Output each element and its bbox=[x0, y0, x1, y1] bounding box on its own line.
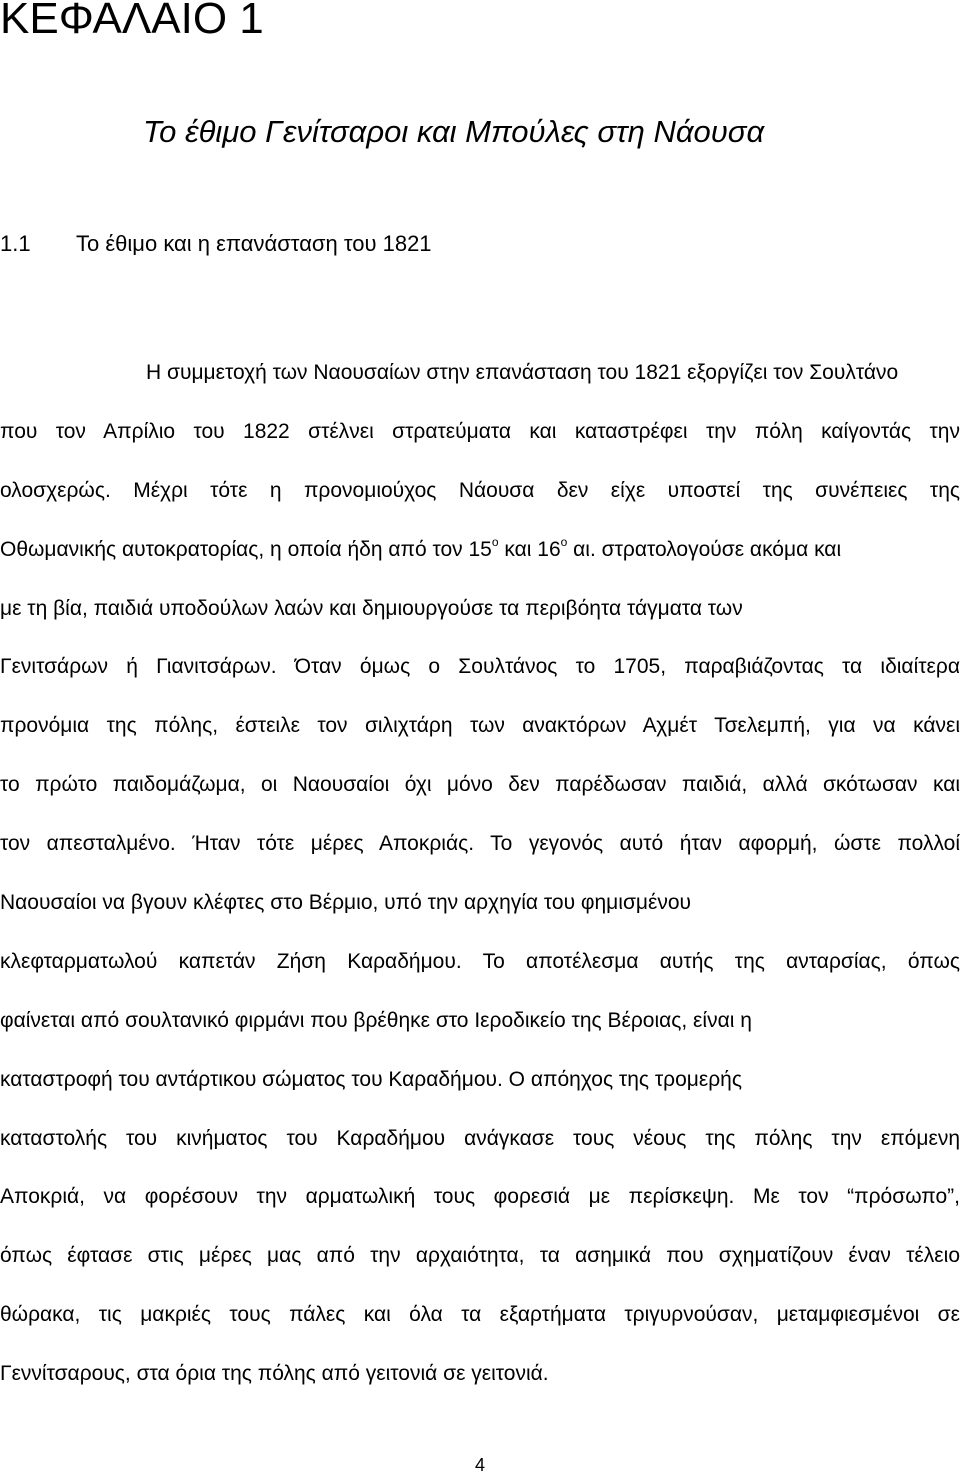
section-number: 1.1 bbox=[0, 231, 31, 256]
body-line: τον απεσταλμένο. Ήταν τότε μέρες Αποκριάς. Το γεγονός αυτό ήταν αφορμή, ώστε πολλοί bbox=[0, 832, 960, 856]
body-line: θώρακα, τις μακριές τους πάλες και όλα τα εξαρτήματα τριγυρνούσαν, μεταμφιεσμένοι σε bbox=[0, 1303, 960, 1327]
body-line: Αποκριά, να φορέσουν την αρματωλική τους φορεσιά με περίσκεψη. Με τον “πρόσωπο”, bbox=[0, 1185, 960, 1209]
page-number: 4 bbox=[474, 1455, 485, 1475]
body-line-part: Οθωμανικής αυτοκρατορίας, η οποία ήδη από τον 15 bbox=[0, 537, 492, 561]
body-line-part: και 16 bbox=[498, 537, 561, 561]
body-line: ολοσχερώς. Μέχρι τότε η προνομιούχος Νάουσα δεν είχε υποστεί της συνέπειες της bbox=[0, 478, 960, 502]
body-line: κλεφταρματωλού καπετάν Ζήση Καραδήμου. Το αποτέλεσμα αυτής της ανταρσίας, όπως bbox=[0, 949, 960, 973]
chapter-heading: ΚΕΦΑΛΑΙΟ 1 bbox=[0, 0, 264, 43]
body-line: φαίνεται από σουλτανικό φιρμάνι που βρέθηκε στο Ιεροδικείο της Βέροιας, είναι η bbox=[0, 1008, 752, 1032]
body-line: όπως έφτασε στις μέρες μας από την αρχαιότητα, τα ασημικά που σχηματίζουν έναν τέλειο bbox=[0, 1244, 960, 1268]
chapter-title: Το έθιμο Γενίτσαροι και Μπούλες στη Νάουσα bbox=[143, 114, 765, 149]
body-line: Γενιτσάρων ή Γιανιτσάρων. Όταν όμως ο Σουλτάνος το 1705, παραβιάζοντας τα ιδιαίτερα bbox=[0, 655, 960, 679]
body-line: το πρώτο παιδομάζωμα, οι Ναουσαίοι όχι μόνο δεν παρέδωσαν παιδιά, αλλά σκότωσαν και bbox=[0, 773, 960, 797]
section-title: Το έθιμο και η επανάσταση του 1821 bbox=[76, 231, 432, 256]
body-line-part: αι. στρατολογούσε ακόμα και bbox=[567, 537, 842, 561]
section-heading bbox=[0, 227, 432, 261]
body-line: Η συμμετοχή των Ναουσαίων στην επανάσταση του 1821 εξοργίζει τον Σουλτάνο bbox=[146, 361, 899, 384]
body-line: προνόμια της πόλης, έστειλε τον σιλιχτάρη των ανακτόρων Αχμέτ Τσελεμπή, για να κάνει bbox=[0, 714, 960, 738]
body-line bbox=[0, 521, 960, 580]
ordinal-superscript: ο bbox=[560, 534, 568, 549]
body-paragraph bbox=[0, 344, 960, 1404]
body-line: Ναουσαίοι να βγουν κλέφτες στο Βέρμιο, υπό την αρχηγία του φημισμένου bbox=[0, 891, 692, 915]
body-line: καταστολής του κινήματος του Καραδήμου ανάγκασε τους νέους της πόλης την επόμενη bbox=[0, 1126, 960, 1150]
ordinal-superscript: ο bbox=[491, 534, 499, 549]
body-line: με τη βία, παιδιά υποδούλων λαών και δημιουργούσε τα περιβόητα τάγματα των bbox=[0, 596, 743, 620]
body-line: Γεννίτσαρους, στα όρια της πόλης από γειτονιά σε γειτονιά. bbox=[0, 1362, 549, 1386]
body-line: που τον Απρίλιο του 1822 στέλνει στρατεύματα και καταστρέφει την πόλη καίγοντάς την bbox=[0, 419, 960, 443]
body-line: καταστροφή του αντάρτικου σώματος του Καραδήμου. Ο απόηχος της τρομερής bbox=[0, 1067, 742, 1091]
